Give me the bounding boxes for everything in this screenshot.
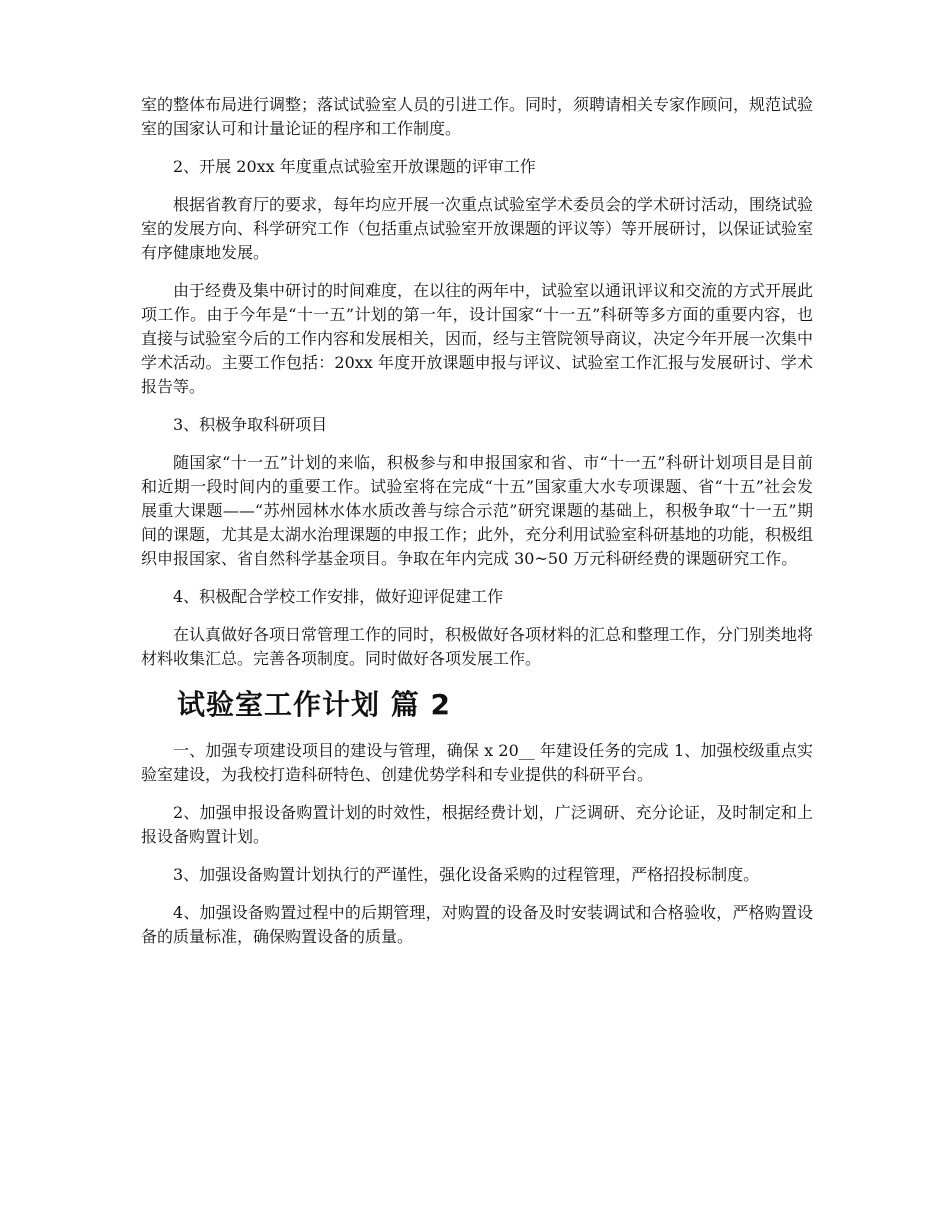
- paragraph-5: 在认真做好各项日常管理工作的同时，积极做好各项材料的汇总和整理工作，分门别类地将材料收集汇总。完善各项制度。同时做好各项发展工作。: [141, 625, 814, 668]
- article-heading: 试验室工作计划 篇 2: [177, 688, 451, 721]
- paragraph-3: 由于经费及集中研讨的时间难度，在以往的两年中，试验室以通讯评议和交流的方式开展此项工作。由于今年是“十一五”计划的第一年，设计国家“十一五”科研等多方面的重要内容，也直接与试验室今后的工作内容和发展相关，因而，经与主管院领导商议，决定今年开展一次集中学术活动。主要工作包括：20xx 年度开放课题申报与评议、试验室工作汇报与发展研讨、学术报告等。: [141, 281, 814, 396]
- paragraph-6: 一、加强专项建设项目的建设与管理，确保 x 20__ 年建设任务的完成 1、加强校级重点实验室建设，为我校打造科研特色、创建优势学科和专业提供的科研平台。: [141, 741, 813, 784]
- section-heading-3: 3、积极争取科研项目: [173, 415, 328, 434]
- paragraph-8: 3、加强设备购置计划执行的严谨性，强化设备采购的过程管理，严格招投标制度。: [173, 865, 760, 884]
- paragraph-9: 4、加强设备购置过程中的后期管理，对购置的设备及时安装调试和合格验收，严格购置设备的质量标准，确保购置设备的质量。: [141, 903, 813, 946]
- paragraph-4: 随国家“十一五”计划的来临，积极参与和申报国家和省、市“十一五”科研计划项目是目前和近期一段时间内的重要工作。试验室将在完成“十五”国家重大水专项课题、省“十五”社会发展重大课题——“苏州园林水体水质改善与综合示范”研究课题的基础上，积极争取“十一五”期间的课题，尤其是太湖水治理课题的申报工作；此外，充分利用试验室科研基地的功能，积极组织申报国家、省自然科学基金项目。争取在年内完成 30~50 万元科研经费的课题研究工作。: [141, 453, 814, 568]
- section-heading-2: 2、开展 20xx 年度重点试验室开放课题的评审工作: [173, 157, 536, 176]
- paragraph-1: 室的整体布局进行调整；落试试验室人员的引进工作。同时，须聘请相关专家作顾问，规范试验室的国家认可和计量论证的程序和工作制度。: [141, 95, 814, 138]
- section-heading-4: 4、积极配合学校工作安排，做好迎评促建工作: [173, 587, 504, 606]
- document-page: [141, 93, 813, 963]
- paragraph-7: 2、加强申报设备购置计划的时效性，根据经费计划，广泛调研、充分论证，及时制定和上报设备购置计划。: [141, 803, 813, 846]
- paragraph-2: 根据省教育厅的要求，每年均应开展一次重点试验室学术委员会的学术研讨活动，围绕试验室的发展方向、科学研究工作（包括重点试验室开放课题的评议等）等开展研讨，以保证试验室有序健康地发展。: [141, 195, 814, 262]
